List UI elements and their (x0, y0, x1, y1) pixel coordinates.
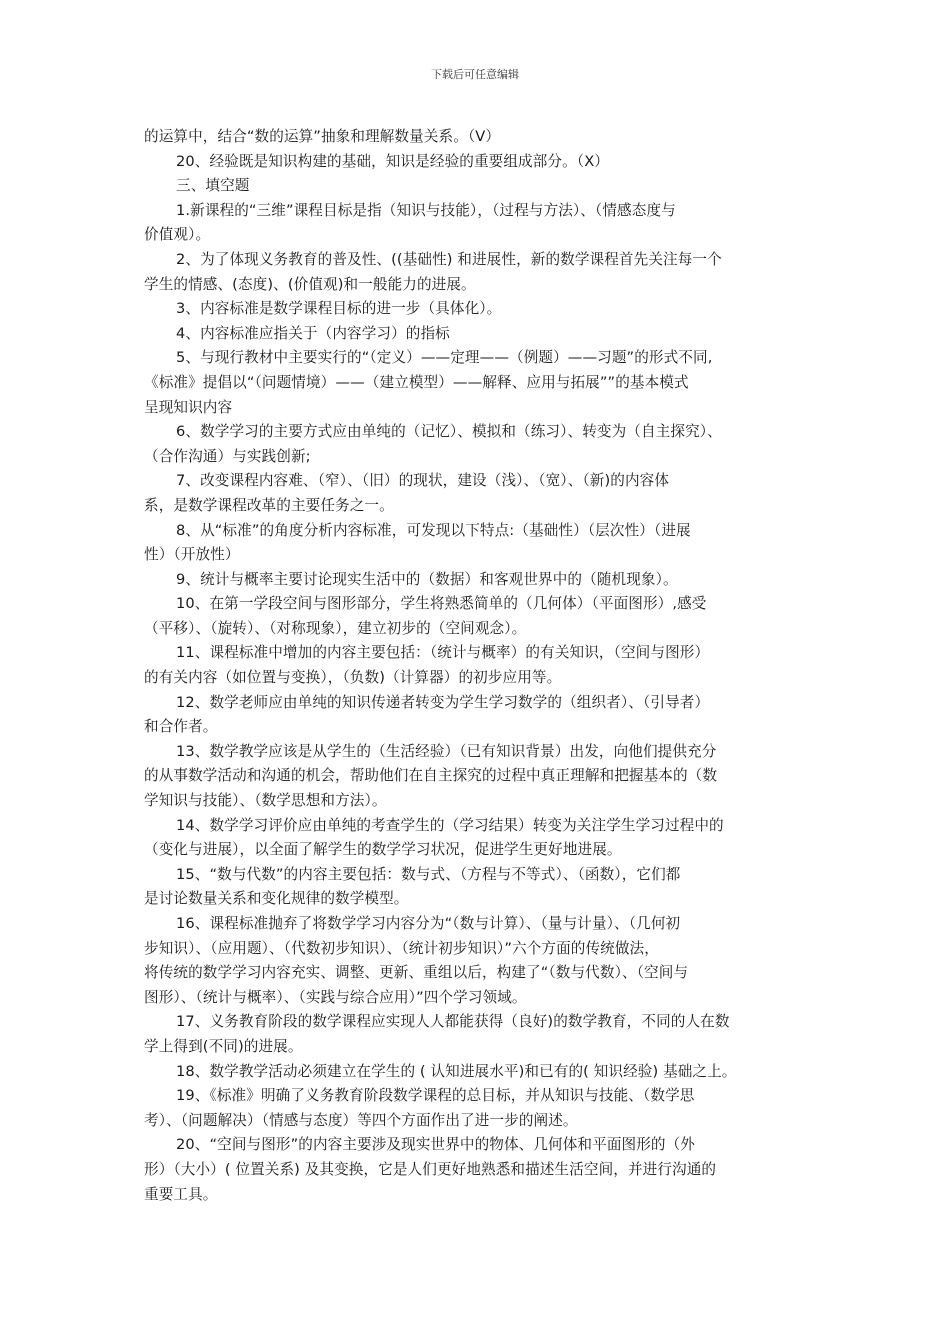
text-line: 的从事数学活动和沟通的机会，帮助他们在自主探究的过程中真正理解和把握基本的（数 (144, 767, 718, 785)
text-line: 14、数学学习评价应由单纯的考查学生的（学习结果）转变为关注学生学习过程中的 (176, 816, 724, 834)
text-line: 7、改变课程内容难、（窄）、（旧）的现状，建设（浅）、（宽）、（新)的内容体 (176, 472, 670, 490)
text-line: （平移）、（旋转）、（对称现象），建立初步的（空间观念）。 (144, 619, 527, 637)
text-line: 形）（大小）( 位置关系) 及其变换，它是人们更好地熟悉和描述生活空间，并进行沟通的 (144, 1160, 717, 1178)
text-line: 13、数学教学应该是从学生的（生活经验）（已有知识背景）出发，向他们提供充分 (176, 742, 717, 760)
text-line: 重要工具。 (144, 1185, 218, 1203)
text-line: 6、数学学习的主要方式应由单纯的（记忆）、模拟和（练习）、转变为（自主探究）、 (176, 423, 722, 441)
text-line: 是讨论数量关系和变化规律的数学模型。 (144, 890, 409, 908)
page-header: 下载后可任意编辑 (431, 68, 519, 81)
text-line: 学知识与技能）、（数学思想和方法）。 (144, 792, 387, 810)
text-line: 16、课程标准抛弃了将数学学习内容分为“（数与计算）、（量与计量）、（几何初 (176, 915, 681, 932)
text-line: 学生的情感、(态度)、(价值观)和一般能力的进展。 (144, 275, 476, 293)
text-line: 19、《标准》明确了义务教育阶段数学课程的总目标，并从知识与技能、（数学思 (176, 1087, 695, 1105)
text-line: （变化与进展），以全面了解学生的数学学习状况，促进学生更好地进展。 (144, 841, 622, 859)
text-line: 2、为了体现义务教育的普及性、((基础性) 和进展性，新的数学课程首先关注每一个 (176, 250, 722, 268)
text-line: 18、数学教学活动必须建立在学生的 ( 认知进展水平)和已有的( 知识经验) 基础之上。 (176, 1062, 737, 1080)
text-line: 学上得到(不同)的进展。 (144, 1037, 303, 1055)
text-line: 价值观）。 (144, 226, 211, 244)
text-line: 17、义务教育阶段的数学课程应实现人人都能获得（良好)的数学教育，不同的人在数 (176, 1013, 730, 1031)
text-line: 20、“空间与图形”的内容主要涉及现实世界中的物体、几何体和平面图形的（外 (176, 1136, 695, 1154)
document-body (144, 125, 814, 1207)
text-line: 系，是数学课程改革的主要任务之一。 (144, 496, 394, 514)
text-line: 20、经验既是知识构建的基础，知识是经验的重要组成部分。（X） (176, 152, 609, 170)
text-line: （合作沟通）与实践创新; (144, 447, 311, 465)
text-line: 15、“数与代数”的内容主要包括：数与式、（方程与不等式）、（函数），它们都 (176, 865, 681, 883)
text-line: 步知识）、（应用题）、（代数初步知识）、（统计初步知识）”六个方面的传统做法， (144, 939, 659, 957)
text-line: 和合作者。 (144, 718, 218, 736)
text-line: 性）（开放性） (144, 546, 240, 564)
text-line: 3、内容标准是数学课程目标的进一步（具体化）。 (176, 300, 502, 318)
text-line: 5、与现行教材中主要实行的“（定义）——定理——（例题）——习题”的形式不同, (176, 349, 713, 367)
text-line: 考）、（问题解决）（情感与态度）等四个方面作出了进一步的阐述。 (144, 1111, 578, 1129)
text-line: 12、数学老师应由单纯的知识传递者转变为学生学习数学的（组织者）、（引导者） (176, 693, 710, 711)
text-line: 呈现知识内容 (144, 398, 233, 416)
text-line: 9、统计与概率主要讨论现实生活中的（数据）和客观世界中的（随机现象）。 (176, 570, 678, 588)
text-line: 10、在第一学段空间与图形部分，学生将熟悉简单的（几何体）（平面图形）,感受 (176, 595, 707, 613)
text-line: 《标准》提倡以“（问题情境）——（建立模型）——解释、应用与拓展””的基本模式 (144, 373, 689, 391)
text-line: 三、填空题 (176, 177, 250, 195)
text-line: 图形）、（统计与概率）、（实践与综合应用）”四个学习领域。 (144, 988, 527, 1006)
text-line: 4、内容标准应指关于（内容学习）的指标 (176, 324, 450, 342)
text-line: 11、课程标准中增加的内容主要包括：（统计与概率）的有关知识，（空间与图形） (176, 644, 710, 662)
text-line: 8、从“标准”的角度分析内容标准，可发现以下特点:（基础性）（层次性）（进展 (176, 521, 691, 539)
text-line: 的运算中，结合“数的运算”抽象和理解数量关系。（V） (144, 128, 501, 145)
text-line: 1.新课程的“三维”课程目标是指（知识与技能），（过程与方法）、（情感态度与 (176, 201, 676, 219)
text-line: 将传统的数学学习内容充实、调整、更新、重组以后，构建了“（数与代数）、（空间与 (144, 964, 689, 982)
text-line: 的有关内容（如位置与变换），（负数)（计算器）的初步应用等。 (144, 669, 562, 687)
